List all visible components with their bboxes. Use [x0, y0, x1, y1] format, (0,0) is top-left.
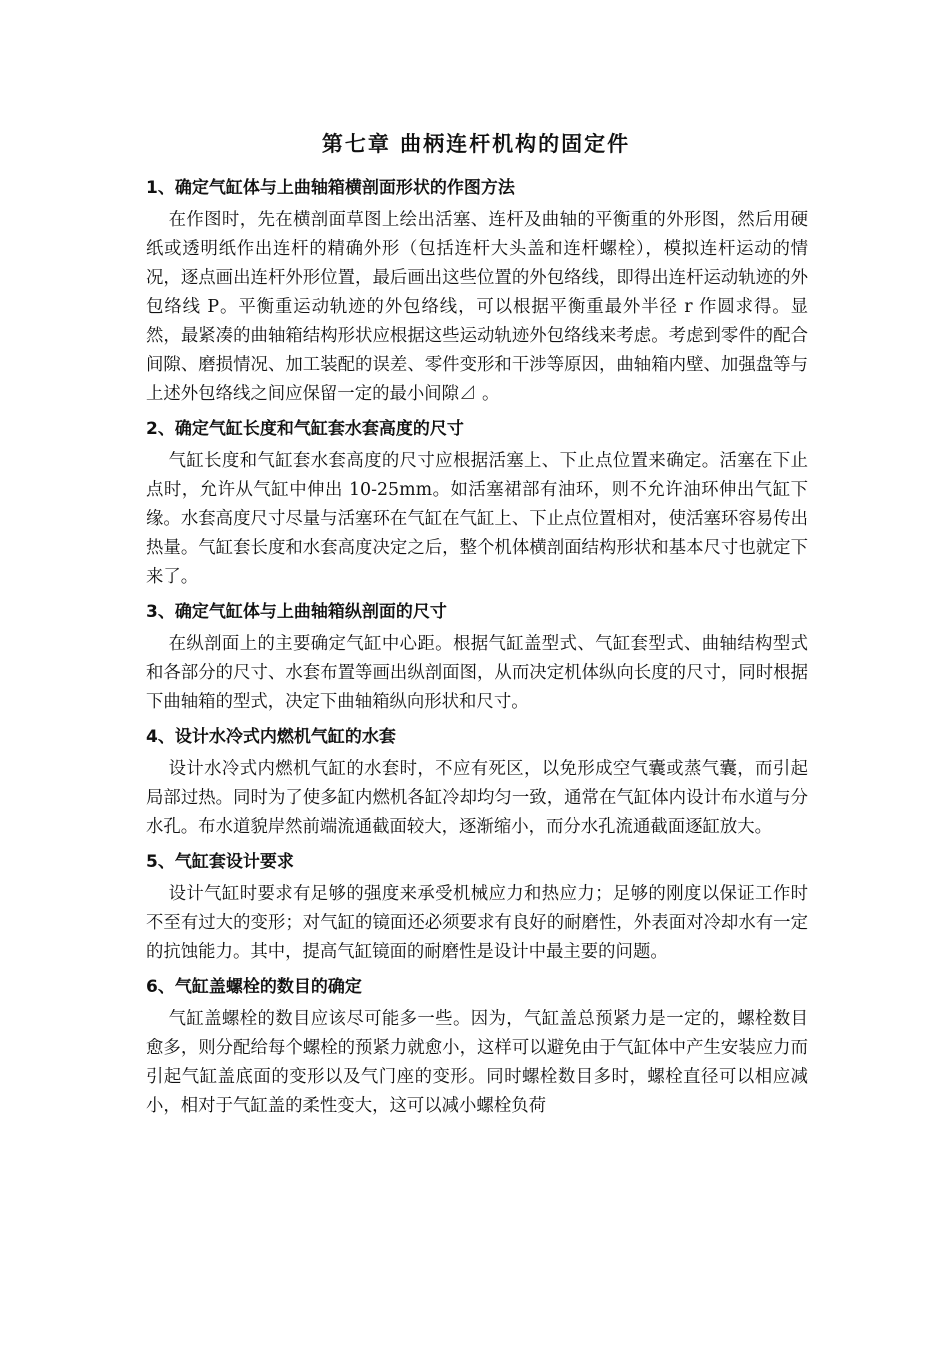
section-heading: 1、确定气缸体与上曲轴箱横剖面形状的作图方法: [146, 178, 515, 198]
section-paragraph: 气缸长度和气缸套水套高度的尺寸应根据活塞上、下止点位置来确定。活塞在下止点时，允许从气缸中伸出 10-25mm。如活塞裙部有油环，则不允许油环伸出气缸下缘。水套高度尺寸尽量与活塞环在气缸在气缸上、下止点位置相对，使活塞环容易传出热量。气缸套长度和水套高度决定之后，整个机体横剖面结构形状和基本尺寸也就定下来了。: [146, 451, 808, 587]
section-5: [146, 850, 808, 967]
section-paragraph: 设计水冷式内燃机气缸的水套时，不应有死区，以免形成空气囊或蒸气囊，而引起局部过热。同时为了使多缸内燃机各缸冷却均匀一致，通常在气缸体内设计布水道与分水孔。布水道貌岸然前端流通截面较大，逐渐缩小，而分水孔流通截面逐缸放大。: [146, 759, 808, 837]
chapter-title: 第七章 曲柄连杆机构的固定件: [321, 131, 631, 156]
section-1: [146, 176, 808, 409]
section-paragraph: 气缸盖螺栓的数目应该尽可能多一些。因为，气缸盖总预紧力是一定的，螺栓数目愈多，则分配给每个螺栓的预紧力就愈小，这样可以避免由于气缸体中产生安装应力而引起气缸盖底面的变形以及气门座的变形。同时螺栓数目多时，螺栓直径可以相应减小，相对于气缸盖的柔性变大，这可以减小螺栓负荷: [146, 1009, 808, 1116]
document-body: [146, 176, 808, 1129]
section-paragraph: 设计气缸时要求有足够的强度来承受机械应力和热应力；足够的刚度以保证工作时不至有过大的变形；对气缸的镜面还必须要求有良好的耐磨性，外表面对冷却水有一定的抗蚀能力。其中，提高气缸镜面的耐磨性是设计中最主要的问题。: [146, 884, 808, 962]
section-6: [146, 975, 808, 1121]
section-paragraph: 在作图时，先在横剖面草图上绘出活塞、连杆及曲轴的平衡重的外形图，然后用硬纸或透明纸作出连杆的精确外形（包括连杆大头盖和连杆螺栓），模拟连杆运动的情况，逐点画出连杆外形位置，最后画出这些位置的外包络线，即得出连杆运动轨迹的外包络线 P。平衡重运动轨迹的外包络线，可以根据平衡重最外半径 r 作圆求得。显然，最紧凑的曲轴箱结构形状应根据这些运动轨迹外包络线来考虑。考虑到零件的配合间隙、磨损情况、加工装配的误差、零件变形和干涉等原因，曲轴箱内壁、加强盘等与上述外包络线之间应保留一定的最小间隙⊿ 。: [146, 210, 808, 404]
section-heading: 2、确定气缸长度和气缸套水套高度的尺寸: [146, 419, 464, 439]
section-2: [146, 417, 808, 592]
section-heading: 3、确定气缸体与上曲轴箱纵剖面的尺寸: [146, 602, 447, 622]
section-paragraph: 在纵剖面上的主要确定气缸中心距。根据气缸盖型式、气缸套型式、曲轴结构型式和各部分的尺寸、水套布置等画出纵剖面图，从而决定机体纵向长度的尺寸，同时根据下曲轴箱的型式，决定下曲轴箱纵向形状和尺寸。: [146, 634, 808, 712]
section-3: [146, 600, 808, 717]
section-4: [146, 725, 808, 842]
section-heading: 5、气缸套设计要求: [146, 852, 294, 872]
section-heading: 4、设计水冷式内燃机气缸的水套: [146, 727, 396, 747]
section-heading: 6、气缸盖螺栓的数目的确定: [146, 977, 362, 997]
